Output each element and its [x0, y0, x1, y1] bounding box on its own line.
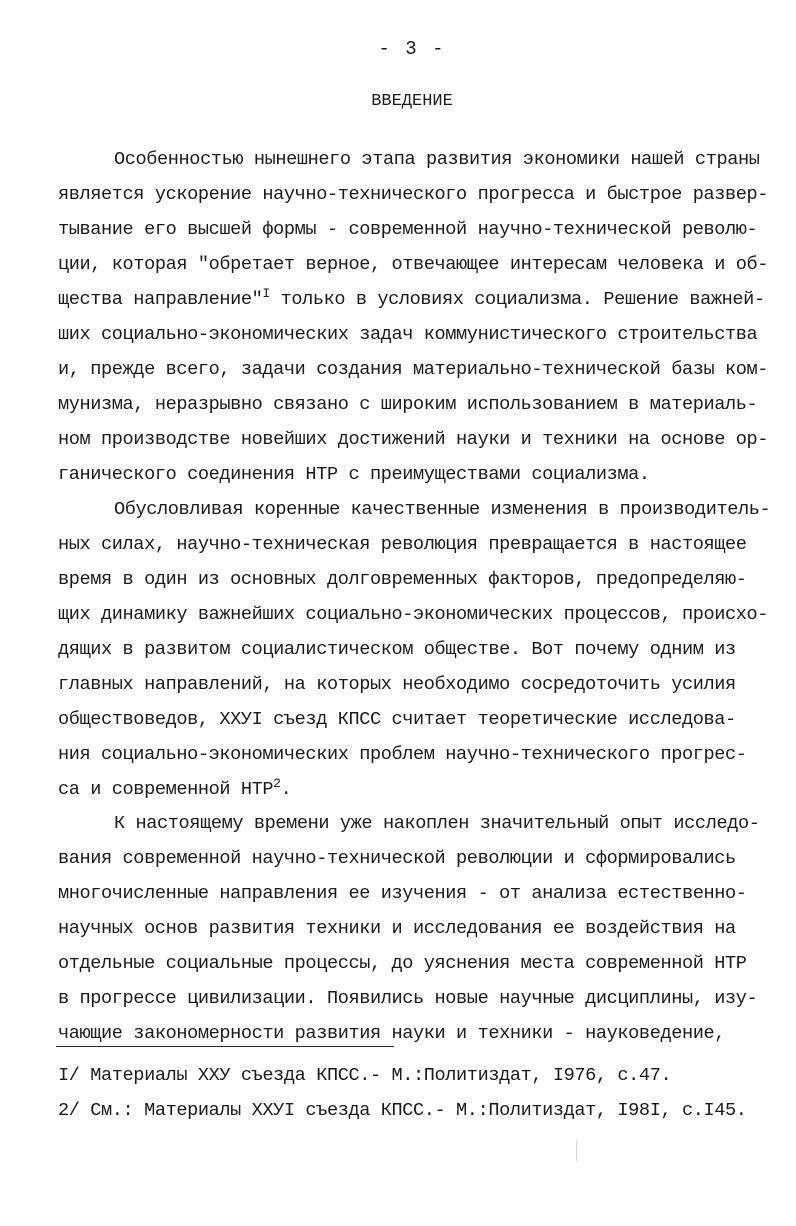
text-line: ших социально-экономических задач коммунистического строительства: [58, 324, 758, 345]
page-number: - 3 -: [378, 38, 446, 60]
text-line: тывание его высшей формы - современной научно-технической револю-: [58, 219, 758, 240]
text-line: обществоведов, ХХУI съезд КПСС считает теоретические исследова-: [58, 709, 736, 730]
paragraph-1: [58, 142, 768, 492]
paragraph-3: [58, 806, 768, 1051]
footnotes: [58, 1058, 768, 1128]
text-line: главных направлений, на которых необходимо сосредоточить усилия: [58, 674, 736, 695]
text-line: многочисленные направления ее изучения - от анализа естественно-: [58, 883, 747, 904]
text-line: Особенностью нынешнего этапа развития экономики нашей страны: [114, 149, 760, 170]
footnote-2: 2/ См.: Материалы ХХУI съезда КПСС.- М.:Политиздат, I98I, с.I45.: [58, 1100, 747, 1121]
text-line: Обусловливая коренные качественные изменения в производитель-: [114, 499, 771, 520]
text-fragment: .: [280, 779, 292, 800]
footnote-ref-1: I: [262, 286, 270, 301]
text-line: чающие закономерности развития науки и техники - науковедение,: [58, 1023, 726, 1044]
section-heading: ВВЕДЕНИЕ: [371, 92, 453, 111]
text-line: [58, 772, 768, 807]
text-line: ном производстве новейших достижений науки и техники на основе ор-: [58, 429, 769, 450]
text-line: является ускорение научно-технического прогресса и быстрое развер-: [58, 184, 769, 205]
text-line: ганического соединения НТР с преимуществами социализма.: [58, 464, 650, 485]
footnote-1: I/ Материалы ХХУ съезда КПСС.- М.:Политиздат, I976, с.47.: [58, 1065, 672, 1086]
text-line: щих динамику важнейших социально-экономических процессов, происхо-: [58, 604, 769, 625]
text-fragment: са и современной НТР: [58, 779, 274, 800]
scan-mark: [576, 1140, 577, 1162]
text-fragment: только в условиях социализма. Решение важней-: [269, 289, 765, 310]
text-line: вания современной научно-технической революции и сформировались: [58, 848, 736, 869]
paragraph-2: [58, 492, 771, 807]
text-line: ции, которая "обретает верное, отвечающее интересам человека и об-: [58, 254, 769, 275]
text-line: ния социально-экономических проблем научно-технического прогрес-: [58, 744, 747, 765]
footnote-divider: [56, 1046, 394, 1047]
text-line: мунизма, неразрывно связано с широким использованием в материаль-: [58, 394, 758, 415]
text-fragment: щества направление": [58, 289, 263, 310]
text-line: дящих в развитом социалистическом обществе. Вот почему одним из: [58, 639, 736, 660]
text-line: время в один из основных долговременных факторов, предопределяю-: [58, 569, 747, 590]
text-line: [58, 282, 768, 317]
text-line: в прогрессе цивилизации. Появились новые научные дисциплины, изу-: [58, 988, 758, 1009]
text-line: ных силах, научно-техническая революция превращается в настоящее: [58, 534, 747, 555]
text-line: и, прежде всего, задачи создания материально-технической базы ком-: [58, 359, 769, 380]
text-line: К настоящему времени уже накоплен значительный опыт исследо-: [114, 813, 760, 834]
text-line: отдельные социальные процессы, до уяснения места современной НТР: [58, 953, 747, 974]
footnote-ref-2: 2: [273, 776, 281, 791]
text-line: научных основ развития техники и исследования ее воздействия на: [58, 918, 736, 939]
